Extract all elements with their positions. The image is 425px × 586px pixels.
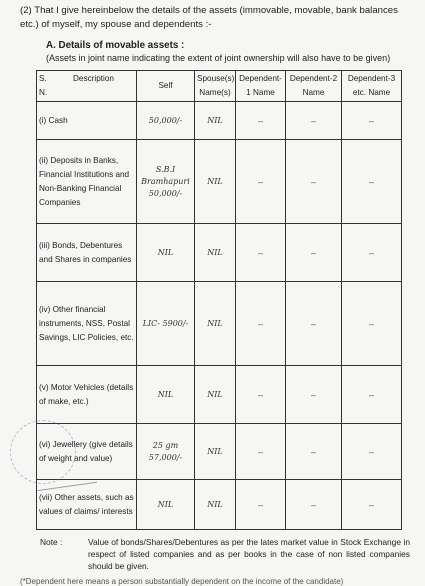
- header-description: [37, 71, 137, 102]
- row-dependent-1: –: [236, 224, 286, 282]
- header-dependent-3: Dependent-3 etc. Name: [342, 71, 402, 102]
- row-dependent-3: –: [342, 480, 402, 530]
- row-dependent-2: –: [286, 282, 342, 366]
- row-spouse-value: NIL: [195, 140, 236, 224]
- section-title: A. Details of movable assets :: [46, 40, 185, 51]
- row-dependent-3: –: [342, 224, 402, 282]
- note-label: Note :: [40, 537, 63, 547]
- row-description: (v) Motor Vehicles (details of make, etc.): [37, 366, 137, 424]
- note-text: Value of bonds/Shares/Debentures as per the lates market value in Stock Exchange in respect of listed companies and as per books in the case of non listed companies should be given.: [88, 537, 410, 571]
- row-spouse-value: NIL: [195, 424, 236, 480]
- row-dependent-1: –: [236, 366, 286, 424]
- table-row: [37, 140, 402, 224]
- header-dependent-1: Dependent-1 Name: [236, 71, 286, 102]
- header-sn: S. N.: [39, 74, 48, 97]
- row-description: (vi) Jewellery (give details of weight and value): [37, 424, 137, 480]
- header-spouse: Spouse(s) Name(s): [195, 71, 236, 102]
- row-dependent-3: –: [342, 102, 402, 140]
- row-dependent-2: –: [286, 480, 342, 530]
- row-dependent-2: –: [286, 366, 342, 424]
- row-self-value: NIL: [137, 224, 195, 282]
- row-dependent-3: –: [342, 282, 402, 366]
- row-self-value: 50,000/-: [137, 102, 195, 140]
- row-description: (i) Cash: [37, 102, 137, 140]
- table-row: [37, 282, 402, 366]
- movable-assets-table: [36, 70, 402, 530]
- row-description: (iv) Other financial instruments, NSS, Postal Savings, LIC Policies, etc.: [37, 282, 137, 366]
- row-dependent-1: –: [236, 424, 286, 480]
- row-spouse-value: NIL: [195, 224, 236, 282]
- row-dependent-1: –: [236, 480, 286, 530]
- row-spouse-value: NIL: [195, 480, 236, 530]
- row-dependent-3: –: [342, 424, 402, 480]
- header-description-label: Description: [73, 74, 114, 83]
- table-row: [37, 480, 402, 530]
- table-row: [37, 224, 402, 282]
- row-self-value: 25 gm 57,000/-: [137, 424, 195, 480]
- row-dependent-1: –: [236, 102, 286, 140]
- header-self: Self: [137, 71, 195, 102]
- footer-note: (*Dependent here means a person substantially dependent on the income of the candidate): [20, 577, 344, 586]
- header-dependent-2: Dependent-2 Name: [286, 71, 342, 102]
- table-row: [37, 102, 402, 140]
- row-self-value: NIL: [137, 366, 195, 424]
- row-description: (ii) Deposits in Banks, Financial Institutions and Non-Banking Financial Companies: [37, 140, 137, 224]
- row-dependent-2: –: [286, 102, 342, 140]
- row-description: (vii) Other assets, such as values of claims/ interests: [37, 480, 137, 530]
- table-row: [37, 366, 402, 424]
- section-subtitle: (Assets in joint name indicating the extent of joint ownership will also have to be given): [46, 53, 391, 63]
- row-self-value: LIC- 5900/-: [137, 282, 195, 366]
- row-dependent-1: –: [236, 140, 286, 224]
- row-self-value: NIL: [137, 480, 195, 530]
- row-dependent-3: –: [342, 366, 402, 424]
- row-description: (iii) Bonds, Debentures and Shares in companies: [37, 224, 137, 282]
- row-dependent-1: –: [236, 282, 286, 366]
- row-self-value: S.B.I Bramhapuri 50,000/-: [137, 140, 195, 224]
- row-spouse-value: NIL: [195, 102, 236, 140]
- row-dependent-2: –: [286, 140, 342, 224]
- row-dependent-3: –: [342, 140, 402, 224]
- row-spouse-value: NIL: [195, 366, 236, 424]
- intro-paragraph: (2) That I give hereinbelow the details of the assets (immovable, movable, bank balances etc.) of myself, my spouse and dependents :-: [20, 5, 398, 30]
- row-spouse-value: NIL: [195, 282, 236, 366]
- table-header-row: [37, 71, 402, 102]
- row-dependent-2: –: [286, 424, 342, 480]
- row-dependent-2: –: [286, 224, 342, 282]
